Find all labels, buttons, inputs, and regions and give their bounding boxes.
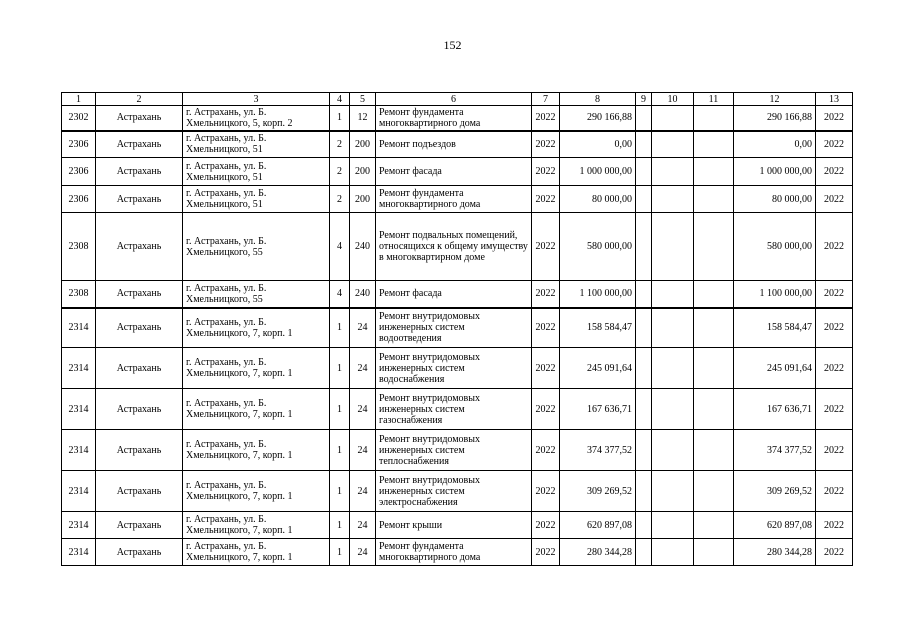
cell-address: г. Астрахань, ул. Б. Хмельницкого, 51 (183, 131, 330, 158)
cell-col10 (652, 131, 694, 158)
cell-col11 (694, 539, 734, 566)
cell-doc-number: 2314 (62, 430, 96, 471)
cell-col11 (694, 348, 734, 389)
cell-col5: 24 (350, 430, 376, 471)
cell-col9 (636, 430, 652, 471)
table-row (62, 106, 853, 131)
cell-col9 (636, 348, 652, 389)
cell-work-type: Ремонт внутридомовых инженерных систем водоснабжения (376, 348, 532, 389)
cell-municipality: Астрахань (96, 281, 183, 308)
cell-total-cost: 80 000,00 (734, 186, 816, 213)
cell-year: 2022 (532, 281, 560, 308)
cell-cost: 167 636,71 (560, 389, 636, 430)
table-row (62, 348, 853, 389)
cell-municipality: Астрахань (96, 389, 183, 430)
cell-completion-year: 2022 (816, 430, 853, 471)
cell-total-cost: 158 584,47 (734, 308, 816, 348)
cell-cost: 245 091,64 (560, 348, 636, 389)
cell-col9 (636, 158, 652, 186)
cell-col4: 2 (330, 158, 350, 186)
cell-cost: 290 166,88 (560, 106, 636, 131)
cell-doc-number: 2314 (62, 348, 96, 389)
cell-doc-number: 2306 (62, 158, 96, 186)
cell-address: г. Астрахань, ул. Б. Хмельницкого, 7, корп. 1 (183, 348, 330, 389)
cell-work-type: Ремонт внутридомовых инженерных систем теплоснабжения (376, 430, 532, 471)
cell-col5: 24 (350, 348, 376, 389)
cell-work-type: Ремонт подвальных помещений, относящихся к общему имуществу в многоквартирном доме (376, 213, 532, 281)
cell-address: г. Астрахань, ул. Б. Хмельницкого, 7, корп. 1 (183, 430, 330, 471)
cell-municipality: Астрахань (96, 471, 183, 512)
cell-col11 (694, 389, 734, 430)
cell-col5: 24 (350, 471, 376, 512)
cell-col10 (652, 389, 694, 430)
cell-year: 2022 (532, 308, 560, 348)
cell-col5: 24 (350, 512, 376, 539)
cell-work-type: Ремонт фасада (376, 281, 532, 308)
repair-register-table (61, 92, 853, 566)
cell-col4: 1 (330, 308, 350, 348)
cell-col10 (652, 539, 694, 566)
cell-municipality: Астрахань (96, 539, 183, 566)
cell-address: г. Астрахань, ул. Б. Хмельницкого, 55 (183, 281, 330, 308)
cell-municipality: Астрахань (96, 308, 183, 348)
cell-year: 2022 (532, 348, 560, 389)
cell-address: г. Астрахань, ул. Б. Хмельницкого, 7, корп. 1 (183, 539, 330, 566)
cell-col11 (694, 213, 734, 281)
cell-col11 (694, 158, 734, 186)
cell-cost: 1 100 000,00 (560, 281, 636, 308)
table-row (62, 308, 853, 348)
table-row (62, 539, 853, 566)
cell-col5: 240 (350, 281, 376, 308)
cell-total-cost: 290 166,88 (734, 106, 816, 131)
cell-col9 (636, 281, 652, 308)
cell-col9 (636, 131, 652, 158)
cell-work-type: Ремонт фундамента многоквартирного дома (376, 186, 532, 213)
table-row (62, 213, 853, 281)
cell-cost: 309 269,52 (560, 471, 636, 512)
cell-address: г. Астрахань, ул. Б. Хмельницкого, 51 (183, 186, 330, 213)
cell-doc-number: 2308 (62, 213, 96, 281)
cell-work-type: Ремонт фасада (376, 158, 532, 186)
cell-address: г. Астрахань, ул. Б. Хмельницкого, 7, корп. 1 (183, 512, 330, 539)
cell-municipality: Астрахань (96, 158, 183, 186)
page-number: 152 (443, 38, 462, 52)
cell-work-type: Ремонт крыши (376, 512, 532, 539)
table-row (62, 512, 853, 539)
cell-total-cost: 280 344,28 (734, 539, 816, 566)
cell-municipality: Астрахань (96, 106, 183, 131)
cell-col9 (636, 106, 652, 131)
cell-total-cost: 0,00 (734, 131, 816, 158)
cell-completion-year: 2022 (816, 308, 853, 348)
cell-col9 (636, 539, 652, 566)
cell-address: г. Астрахань, ул. Б. Хмельницкого, 7, корп. 1 (183, 389, 330, 430)
cell-year: 2022 (532, 131, 560, 158)
cell-total-cost: 309 269,52 (734, 471, 816, 512)
column-number: 13 (816, 93, 853, 106)
cell-total-cost: 620 897,08 (734, 512, 816, 539)
cell-year: 2022 (532, 213, 560, 281)
cell-col10 (652, 186, 694, 213)
cell-col5: 24 (350, 539, 376, 566)
table-body (62, 106, 853, 566)
cell-col4: 4 (330, 213, 350, 281)
cell-col4: 2 (330, 186, 350, 213)
cell-col4: 1 (330, 512, 350, 539)
cell-col4: 1 (330, 471, 350, 512)
cell-col11 (694, 186, 734, 213)
cell-col10 (652, 106, 694, 131)
column-number: 4 (330, 93, 350, 106)
cell-completion-year: 2022 (816, 471, 853, 512)
cell-col4: 1 (330, 389, 350, 430)
cell-work-type: Ремонт фундамента многоквартирного дома (376, 106, 532, 131)
cell-completion-year: 2022 (816, 348, 853, 389)
cell-col4: 1 (330, 106, 350, 131)
cell-col4: 1 (330, 430, 350, 471)
cell-cost: 0,00 (560, 131, 636, 158)
cell-col4: 4 (330, 281, 350, 308)
cell-col9 (636, 512, 652, 539)
cell-col10 (652, 308, 694, 348)
cell-completion-year: 2022 (816, 106, 853, 131)
cell-col11 (694, 430, 734, 471)
cell-col5: 12 (350, 106, 376, 131)
column-number: 1 (62, 93, 96, 106)
cell-col4: 1 (330, 539, 350, 566)
column-number: 8 (560, 93, 636, 106)
cell-col10 (652, 213, 694, 281)
cell-year: 2022 (532, 512, 560, 539)
cell-total-cost: 580 000,00 (734, 213, 816, 281)
cell-total-cost: 1 100 000,00 (734, 281, 816, 308)
table-row (62, 158, 853, 186)
cell-col9 (636, 213, 652, 281)
cell-col5: 200 (350, 131, 376, 158)
cell-municipality: Астрахань (96, 131, 183, 158)
cell-work-type: Ремонт внутридомовых инженерных систем газоснабжения (376, 389, 532, 430)
cell-address: г. Астрахань, ул. Б. Хмельницкого, 7, корп. 1 (183, 471, 330, 512)
cell-col5: 200 (350, 158, 376, 186)
cell-col10 (652, 512, 694, 539)
cell-col11 (694, 131, 734, 158)
cell-col11 (694, 106, 734, 131)
table-row (62, 186, 853, 213)
cell-col10 (652, 430, 694, 471)
column-number-row (62, 93, 853, 106)
table-row (62, 471, 853, 512)
cell-col10 (652, 281, 694, 308)
cell-col11 (694, 281, 734, 308)
cell-doc-number: 2306 (62, 131, 96, 158)
cell-address: г. Астрахань, ул. Б. Хмельницкого, 5, корп. 2 (183, 106, 330, 131)
cell-doc-number: 2302 (62, 106, 96, 131)
cell-work-type: Ремонт внутридомовых инженерных систем водоотведения (376, 308, 532, 348)
column-number: 10 (652, 93, 694, 106)
table-row (62, 281, 853, 308)
cell-cost: 80 000,00 (560, 186, 636, 213)
cell-year: 2022 (532, 106, 560, 131)
cell-year: 2022 (532, 158, 560, 186)
cell-total-cost: 245 091,64 (734, 348, 816, 389)
cell-completion-year: 2022 (816, 389, 853, 430)
cell-col11 (694, 471, 734, 512)
cell-col10 (652, 348, 694, 389)
cell-col9 (636, 308, 652, 348)
cell-doc-number: 2308 (62, 281, 96, 308)
cell-completion-year: 2022 (816, 281, 853, 308)
cell-completion-year: 2022 (816, 213, 853, 281)
cell-municipality: Астрахань (96, 512, 183, 539)
cell-total-cost: 1 000 000,00 (734, 158, 816, 186)
cell-col5: 240 (350, 213, 376, 281)
column-number: 11 (694, 93, 734, 106)
cell-cost: 580 000,00 (560, 213, 636, 281)
cell-municipality: Астрахань (96, 213, 183, 281)
column-number: 5 (350, 93, 376, 106)
cell-total-cost: 167 636,71 (734, 389, 816, 430)
cell-completion-year: 2022 (816, 512, 853, 539)
cell-doc-number: 2314 (62, 308, 96, 348)
cell-doc-number: 2314 (62, 512, 96, 539)
column-number: 3 (183, 93, 330, 106)
cell-doc-number: 2314 (62, 539, 96, 566)
column-number: 6 (376, 93, 532, 106)
cell-col9 (636, 186, 652, 213)
cell-cost: 620 897,08 (560, 512, 636, 539)
column-number: 12 (734, 93, 816, 106)
cell-cost: 158 584,47 (560, 308, 636, 348)
cell-year: 2022 (532, 430, 560, 471)
cell-col10 (652, 471, 694, 512)
cell-address: г. Астрахань, ул. Б. Хмельницкого, 7, корп. 1 (183, 308, 330, 348)
cell-total-cost: 374 377,52 (734, 430, 816, 471)
cell-cost: 280 344,28 (560, 539, 636, 566)
cell-col9 (636, 471, 652, 512)
cell-col4: 2 (330, 131, 350, 158)
cell-year: 2022 (532, 471, 560, 512)
cell-col5: 200 (350, 186, 376, 213)
cell-completion-year: 2022 (816, 539, 853, 566)
cell-cost: 374 377,52 (560, 430, 636, 471)
table-row (62, 389, 853, 430)
cell-municipality: Астрахань (96, 348, 183, 389)
cell-year: 2022 (532, 186, 560, 213)
cell-year: 2022 (532, 539, 560, 566)
cell-col5: 24 (350, 308, 376, 348)
column-number: 7 (532, 93, 560, 106)
cell-doc-number: 2314 (62, 389, 96, 430)
cell-work-type: Ремонт подъездов (376, 131, 532, 158)
cell-year: 2022 (532, 389, 560, 430)
column-number: 2 (96, 93, 183, 106)
cell-doc-number: 2306 (62, 186, 96, 213)
cell-col11 (694, 512, 734, 539)
cell-completion-year: 2022 (816, 186, 853, 213)
cell-address: г. Астрахань, ул. Б. Хмельницкого, 55 (183, 213, 330, 281)
cell-doc-number: 2314 (62, 471, 96, 512)
table-row (62, 131, 853, 158)
cell-completion-year: 2022 (816, 158, 853, 186)
cell-work-type: Ремонт внутридомовых инженерных систем электроснабжения (376, 471, 532, 512)
cell-completion-year: 2022 (816, 131, 853, 158)
cell-col9 (636, 389, 652, 430)
cell-cost: 1 000 000,00 (560, 158, 636, 186)
cell-col11 (694, 308, 734, 348)
table-row (62, 430, 853, 471)
cell-work-type: Ремонт фундамента многоквартирного дома (376, 539, 532, 566)
cell-col5: 24 (350, 389, 376, 430)
column-number: 9 (636, 93, 652, 106)
cell-municipality: Астрахань (96, 186, 183, 213)
cell-address: г. Астрахань, ул. Б. Хмельницкого, 51 (183, 158, 330, 186)
cell-col10 (652, 158, 694, 186)
cell-municipality: Астрахань (96, 430, 183, 471)
cell-col4: 1 (330, 348, 350, 389)
